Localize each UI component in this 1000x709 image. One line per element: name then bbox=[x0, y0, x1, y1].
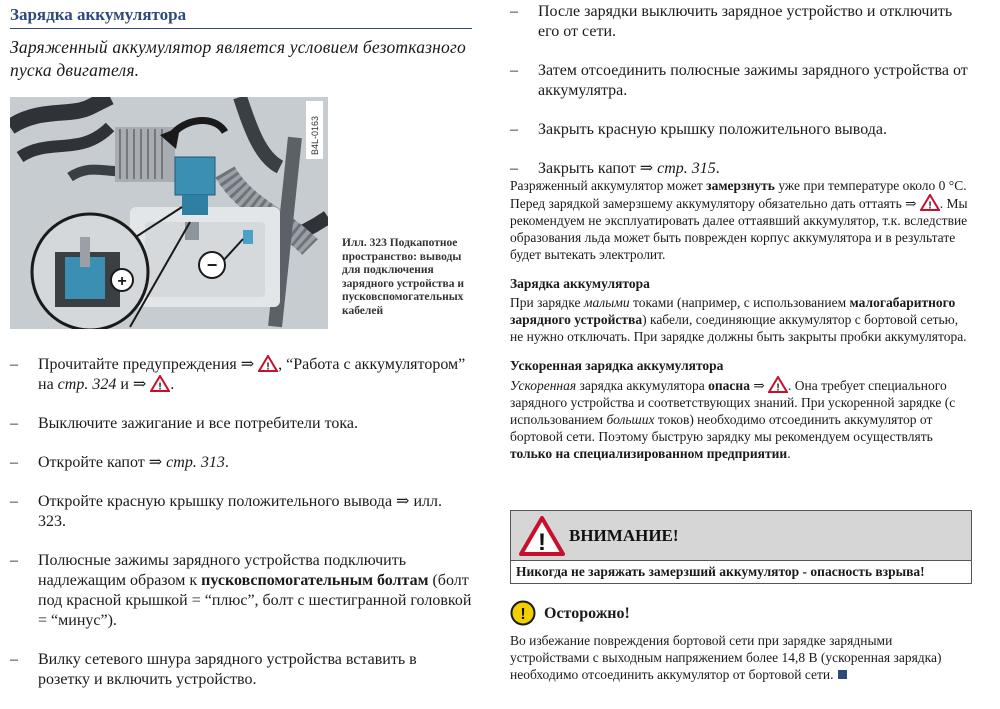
list-item: – Вилку сетевого шнура зарядного устройства вставить в розетку и включить устройство. bbox=[10, 651, 417, 688]
body-text-block bbox=[510, 177, 972, 462]
warning-triangle-icon bbox=[920, 194, 940, 211]
list-item: – Откройте красную крышку положительного вывода ⇒ илл. 323. bbox=[10, 493, 442, 530]
page-ref-link[interactable]: стр. 313 bbox=[166, 454, 225, 471]
warning-triangle-icon bbox=[150, 375, 170, 392]
warning-title: ВНИМАНИЕ! bbox=[569, 526, 679, 545]
page-ref-link[interactable]: стр. 315 bbox=[657, 160, 716, 177]
caution-text: Во избежание повреждения бортовой сети при зарядке зарядными устройствами с выходным напряжением более 14,8 В (ускоренная зарядка) необходимо отсоединить аккумулятор от бортовой сети. bbox=[510, 633, 942, 682]
page-ref-link[interactable]: стр. 324 bbox=[57, 376, 117, 393]
list-item: – Выключите зажигание и все потребители тока. bbox=[10, 415, 358, 432]
minus-symbol: − bbox=[206, 255, 218, 275]
svg-text:!: ! bbox=[928, 200, 932, 211]
plus-symbol: + bbox=[117, 273, 127, 290]
minus-bolt bbox=[243, 230, 253, 244]
svg-text:!: ! bbox=[538, 529, 546, 556]
svg-text:!: ! bbox=[266, 361, 270, 372]
list-item: – Откройте капот ⇒ стр. 313. bbox=[10, 454, 229, 471]
svg-text:!: ! bbox=[520, 606, 526, 623]
warning-header bbox=[511, 511, 971, 561]
warning-text: Никогда не заряжать замерзший аккумулятор - опасность взрыва! bbox=[516, 564, 925, 579]
engine-bay-illustration bbox=[10, 97, 328, 329]
list-item: – Закрыть капот ⇒ стр. 315. bbox=[510, 160, 720, 177]
figure-323 bbox=[10, 97, 472, 332]
lead-text: Заряженный аккумулятор является условием безотказного пуска двигателя. bbox=[10, 37, 466, 80]
warning-box bbox=[510, 510, 972, 584]
charging-heading: Зарядка аккумулятора bbox=[510, 276, 650, 291]
section-title: Зарядка аккумулятора bbox=[10, 3, 472, 29]
fast-charging-paragraph: Ускоренная зарядка аккумулятора опасна ⇒ ! . Она требует специального зарядного устройства и соответствующих знаний. При ускоренной зарядке (с использованием больших токов) необходимо отсоединить аккумулятор от бортовой сети. Поэтому быструю зарядку мы рекомендуем осуществлять только на специализированном предприятии. bbox=[510, 378, 956, 461]
list-item: – Закрыть красную крышку положительного вывода. bbox=[510, 121, 887, 138]
steps-right-list bbox=[510, 2, 972, 198]
list-item: – После зарядки выключить зарядное устройство и отключить его от сети. bbox=[510, 3, 953, 40]
warning-triangle-icon bbox=[519, 516, 565, 556]
warning-triangle-icon bbox=[258, 355, 278, 372]
left-column bbox=[10, 0, 472, 688]
caution-exclamation-icon bbox=[510, 600, 536, 626]
list-item: – Прочитайте предупреждения ⇒ ! , “Работа с аккумулятором” на стр. 324 и ⇒ ! . bbox=[10, 356, 466, 393]
caption-text: Подкапотное пространство: выводы для подключения зарядного устройства и пусковспомогательных кабелей bbox=[342, 237, 465, 317]
figure-caption bbox=[342, 237, 480, 318]
svg-text:!: ! bbox=[776, 382, 780, 393]
freeze-paragraph: Разряженный аккумулятор может замерзнуть уже при температуре около 0 °C. Перед зарядкой замерзшему аккумулятору обязательно дать оттаять ⇒ ! . Мы рекомендуем не эксплуатировать далее оттаявший аккумулятор, т.к. вследствие образования льда может быть поврежден корпус аккумулятора и в результате будет вытекать электролит. bbox=[510, 178, 968, 262]
caution-block bbox=[510, 600, 972, 683]
warning-triangle-icon bbox=[768, 376, 788, 393]
svg-text:!: ! bbox=[158, 381, 162, 392]
engine-bay-drawing bbox=[10, 97, 328, 329]
caution-title: Осторожно! bbox=[544, 605, 630, 622]
list-item: – Затем отсоединить полюсные зажимы зарядного устройства от аккумулятра. bbox=[510, 62, 968, 99]
steps-left-list bbox=[10, 355, 472, 709]
fast-charging-heading: Ускоренная зарядка аккумулятора bbox=[510, 358, 724, 373]
end-of-section-square-icon bbox=[838, 670, 847, 679]
list-item: – Полюсные зажимы зарядного устройства подключить надлежащим образом к пусковспомогательным болтам (болт под красной крышкой = “плюс”, болт с шестигранной головкой = “минус”). bbox=[10, 552, 472, 629]
caption-label: Илл. 323 bbox=[342, 237, 387, 249]
figure-code: B4L-0163 bbox=[310, 115, 320, 155]
charging-paragraph: При зарядке малыми токами (например, с использованием малогабаритного зарядного устройства) кабели, соединяющие аккумулятор с бортовой сетью, не нужно отключать. При зарядке должны быть закрыты пробки аккумулятора. bbox=[510, 295, 967, 344]
caution-header bbox=[510, 600, 972, 626]
